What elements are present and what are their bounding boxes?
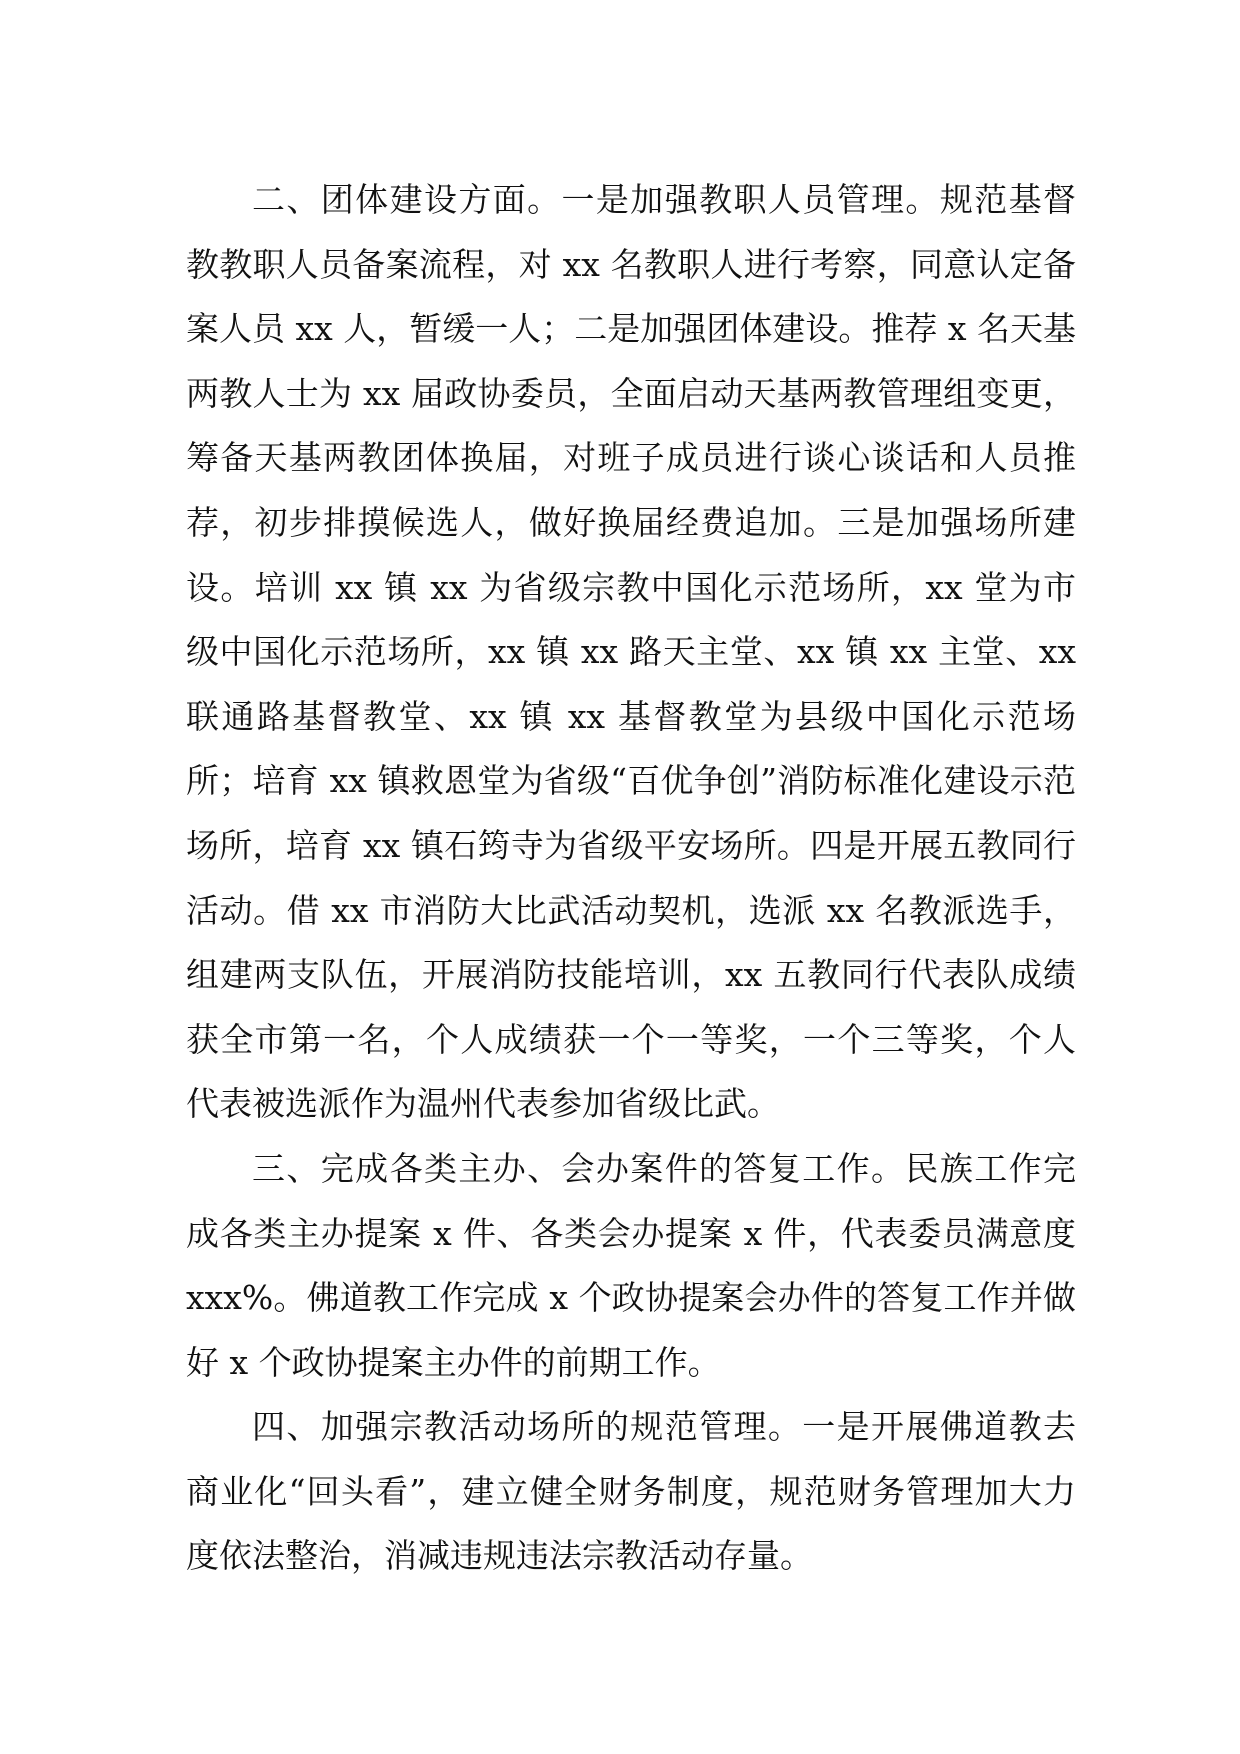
document-body [186, 168, 1076, 1589]
paragraph-case-replies: 三、完成各类主办、会办案件的答复工作。民族工作完成各类主办提案 x 件、各类会办提案 x 件，代表委员满意度 xxx%。佛道教工作完成 x 个政协提案会办件的答复工作并做好 x 个政协提案主办件的前期工作。 [186, 1148, 1076, 1382]
paragraph-venue-management: 四、加强宗教活动场所的规范管理。一是开展佛道教去商业化“回头看”，建立健全财务制度，规范财务管理加大力度依法整治，消减违规违法宗教活动存量。 [186, 1407, 1076, 1576]
paragraph-team-building: 二、团体建设方面。一是加强教职人员管理。规范基督教教职人员备案流程，对 xx 名教职人进行考察，同意认定备案人员 xx 人，暂缓一人；二是加强团体建设。推荐 x 名天基两教人士为 xx 届政协委员，全面启动天基两教管理组变更，筹备天基两教团体换届，对班子成员进行谈心谈话和人员推荐，初步排摸候选人，做好换届经费追加。三是加强场所建设。培训 xx 镇 xx 为省级宗教中国化示范场所，xx 堂为市级中国化示范场所，xx 镇 xx 路天主堂、xx 镇 xx 主堂、xx 联通路基督教堂、xx 镇 xx 基督教堂为县级中国化示范场所；培育 xx 镇救恩堂为省级“百优争创”消防标准化建设示范场所，培育 xx 镇石筠寺为省级平安场所。四是开展五教同行活动。借 xx 市消防大比武活动契机，选派 xx 名教派选手，组建两支队伍，开展消防技能培训，xx 五教同行代表队成绩获全市第一名，个人成绩获一个一等奖，一个三等奖，个人代表被选派作为温州代表参加省级比武。 [186, 180, 1076, 1124]
